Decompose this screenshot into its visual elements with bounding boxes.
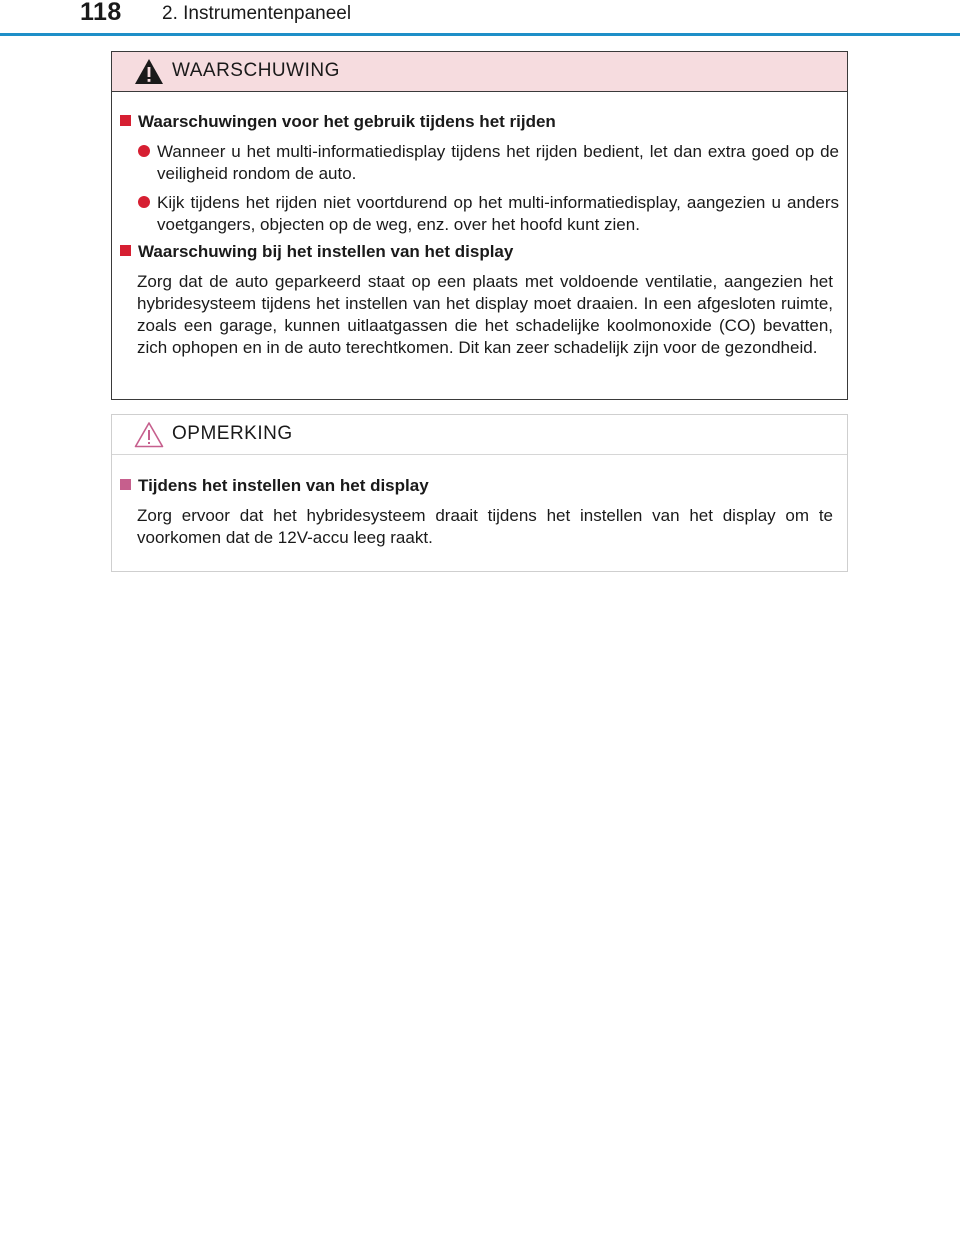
square-marker-icon	[120, 245, 131, 256]
square-marker-icon	[120, 115, 131, 126]
note-box	[111, 414, 848, 572]
page-header	[0, 0, 960, 36]
warning-heading-display: Waarschuwing bij het instellen van het display	[120, 242, 513, 262]
warning-bullet: Wanneer u het multi-informatiedisplay tijdens het rijden bedient, let dan extra goed op de veiligheid rondom de auto.	[138, 141, 839, 185]
warning-triangle-icon	[134, 58, 164, 85]
warning-heading-driving: Waarschuwingen voor het gebruik tijdens het rijden	[120, 112, 556, 132]
warning-box	[111, 51, 848, 400]
bullet-dot-icon	[138, 196, 150, 208]
page-number: 118	[80, 0, 122, 26]
warning-header	[112, 52, 847, 92]
warning-title: WAARSCHUWING	[172, 60, 340, 81]
note-title: OPMERKING	[172, 423, 293, 444]
square-marker-icon	[120, 479, 131, 490]
caution-triangle-outline-icon	[134, 421, 164, 448]
warning-bullet: Kijk tijdens het rijden niet voortdurend op het multi-informatiedisplay, aangezien u anders voetgangers, objecten op de weg, enz. over het hoofd kunt zien.	[138, 192, 839, 236]
note-paragraph: Zorg ervoor dat het hybridesysteem draait tijdens het instellen van het display om te voorkomen dat de 12V-accu leeg raakt.	[137, 506, 833, 547]
section-title: 2. Instrumentenpaneel	[162, 3, 352, 24]
note-header	[112, 415, 847, 455]
warning-paragraph: Zorg dat de auto geparkeerd staat op een plaats met voldoende ventilatie, aangezien het hybridesysteem tijdens het instellen van het display moet draaien. In een afgesloten ruimte, zoals een garage, kunnen uitlaatgassen die het schadelijke koolmonoxide (CO) bevatten, zich ophopen en in de auto terechtkomen. Dit kan zeer schadelijk zijn voor de gezondheid.	[137, 272, 833, 357]
note-heading: Tijdens het instellen van het display	[120, 476, 429, 496]
bullet-dot-icon	[138, 145, 150, 157]
header-rule	[0, 33, 960, 36]
